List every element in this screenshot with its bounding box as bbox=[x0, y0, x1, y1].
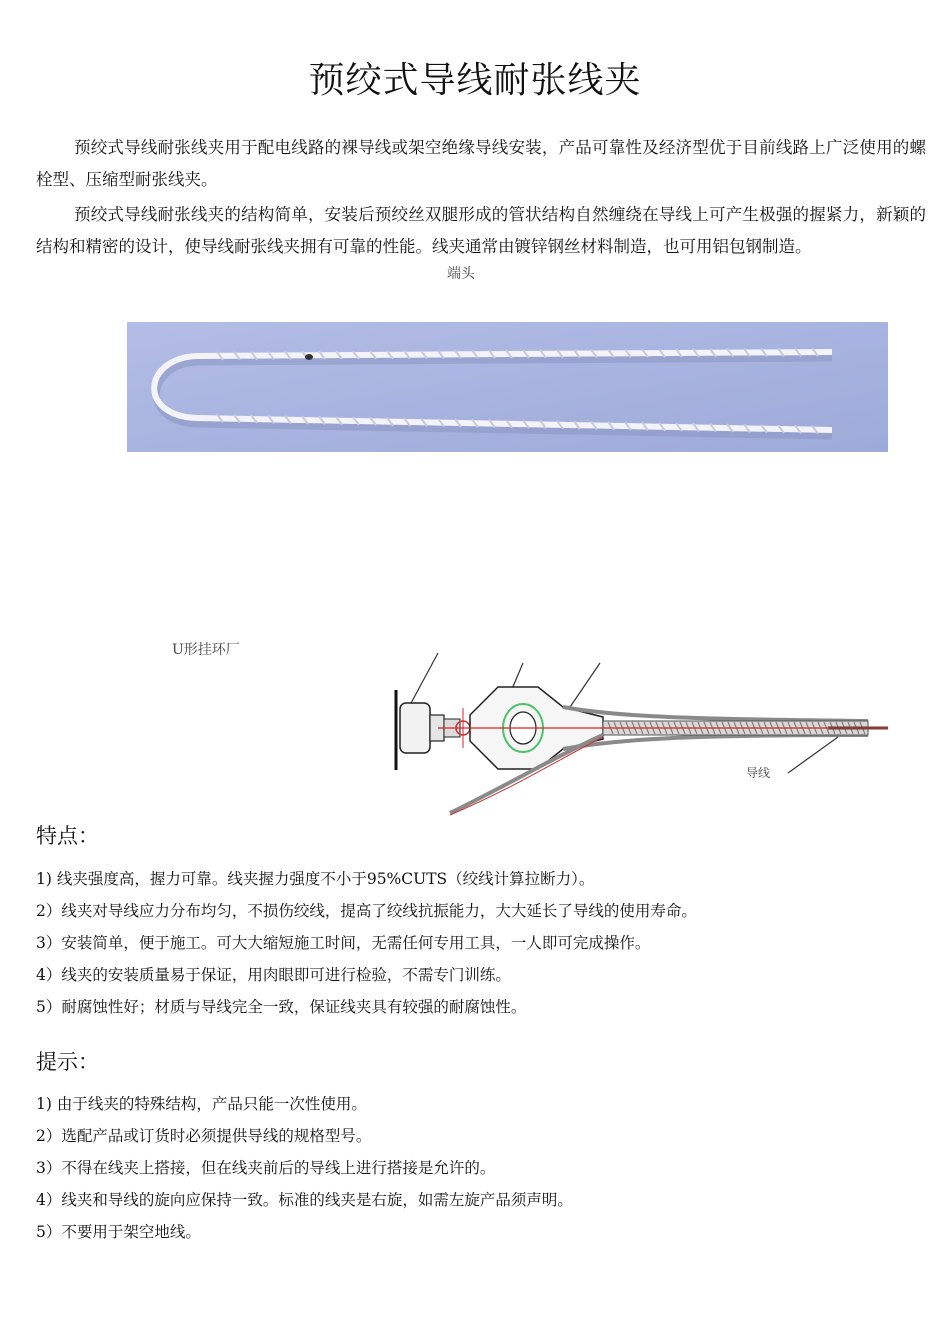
figure-label-conductor: 导线 bbox=[746, 766, 771, 780]
list-item: 3）安装简单，便于施工。可大大缩短施工时间，无需任何专用工具，一人即可完成操作。 bbox=[36, 934, 651, 952]
intro-paragraph-1: 预绞式导线耐张线夹用于配电线路的裸导线或架空绝缘导线安装，产品可靠性及经济型优于目前线路上广泛使用的螺栓型、压缩型耐张线夹。 bbox=[36, 138, 926, 189]
figure-label-u-ring: U形挂环厂 bbox=[172, 642, 240, 658]
list-item: 4）线夹的安装质量易于保证，用肉眼即可进行检验，不需专门训练。 bbox=[36, 966, 511, 984]
list-item: 3）不得在线夹上搭接，但在线夹前后的导线上进行搭接是允许的。 bbox=[36, 1159, 496, 1177]
list-item: 4）线夹和导线的旋向应保持一致。标准的线夹是右旋，如需左旋产品须声明。 bbox=[36, 1191, 573, 1209]
figure-label-head: 端头 bbox=[447, 266, 475, 282]
list-item: 1) 由于线夹的特殊结构，产品只能一次性使用。 bbox=[36, 1095, 367, 1113]
intro-paragraph-2: 预绞式导线耐张线夹的结构简单，安装后预绞丝双腿形成的管状结构自然缠绕在导线上可产生极强的握紧力，新颖的结构和精密的设计，使导线耐张线夹拥有可靠的性能。线夹通常由镀锌钢丝材料制造，也可用铝包钢制造。 bbox=[36, 205, 926, 256]
list-item: 5）耐腐蚀性好；材质与导线完全一致，保证线夹具有较强的耐腐蚀性。 bbox=[36, 998, 527, 1016]
page-title: 预绞式导线耐张线夹 bbox=[308, 60, 642, 101]
list-item: 5）不要用于架空地线。 bbox=[36, 1223, 201, 1241]
preformed-wire-photo bbox=[127, 322, 888, 452]
features-list bbox=[36, 863, 697, 1023]
list-item: 1) 线夹强度高，握力可靠。线夹握力强度不小于95%CUTS（绞线计算拉断力）。 bbox=[36, 870, 595, 888]
list-item: 2）线夹对导线应力分布均匀，不损伤绞线，提高了绞线抗振能力，大大延长了导线的使用寿命。 bbox=[36, 902, 697, 920]
tips-heading: 提示： bbox=[36, 1050, 99, 1074]
features-heading: 特点： bbox=[36, 824, 99, 848]
list-item: 2）选配产品或订货时必须提供导线的规格型号。 bbox=[36, 1127, 372, 1145]
installation-diagram bbox=[388, 645, 888, 820]
tips-list bbox=[36, 1088, 573, 1248]
